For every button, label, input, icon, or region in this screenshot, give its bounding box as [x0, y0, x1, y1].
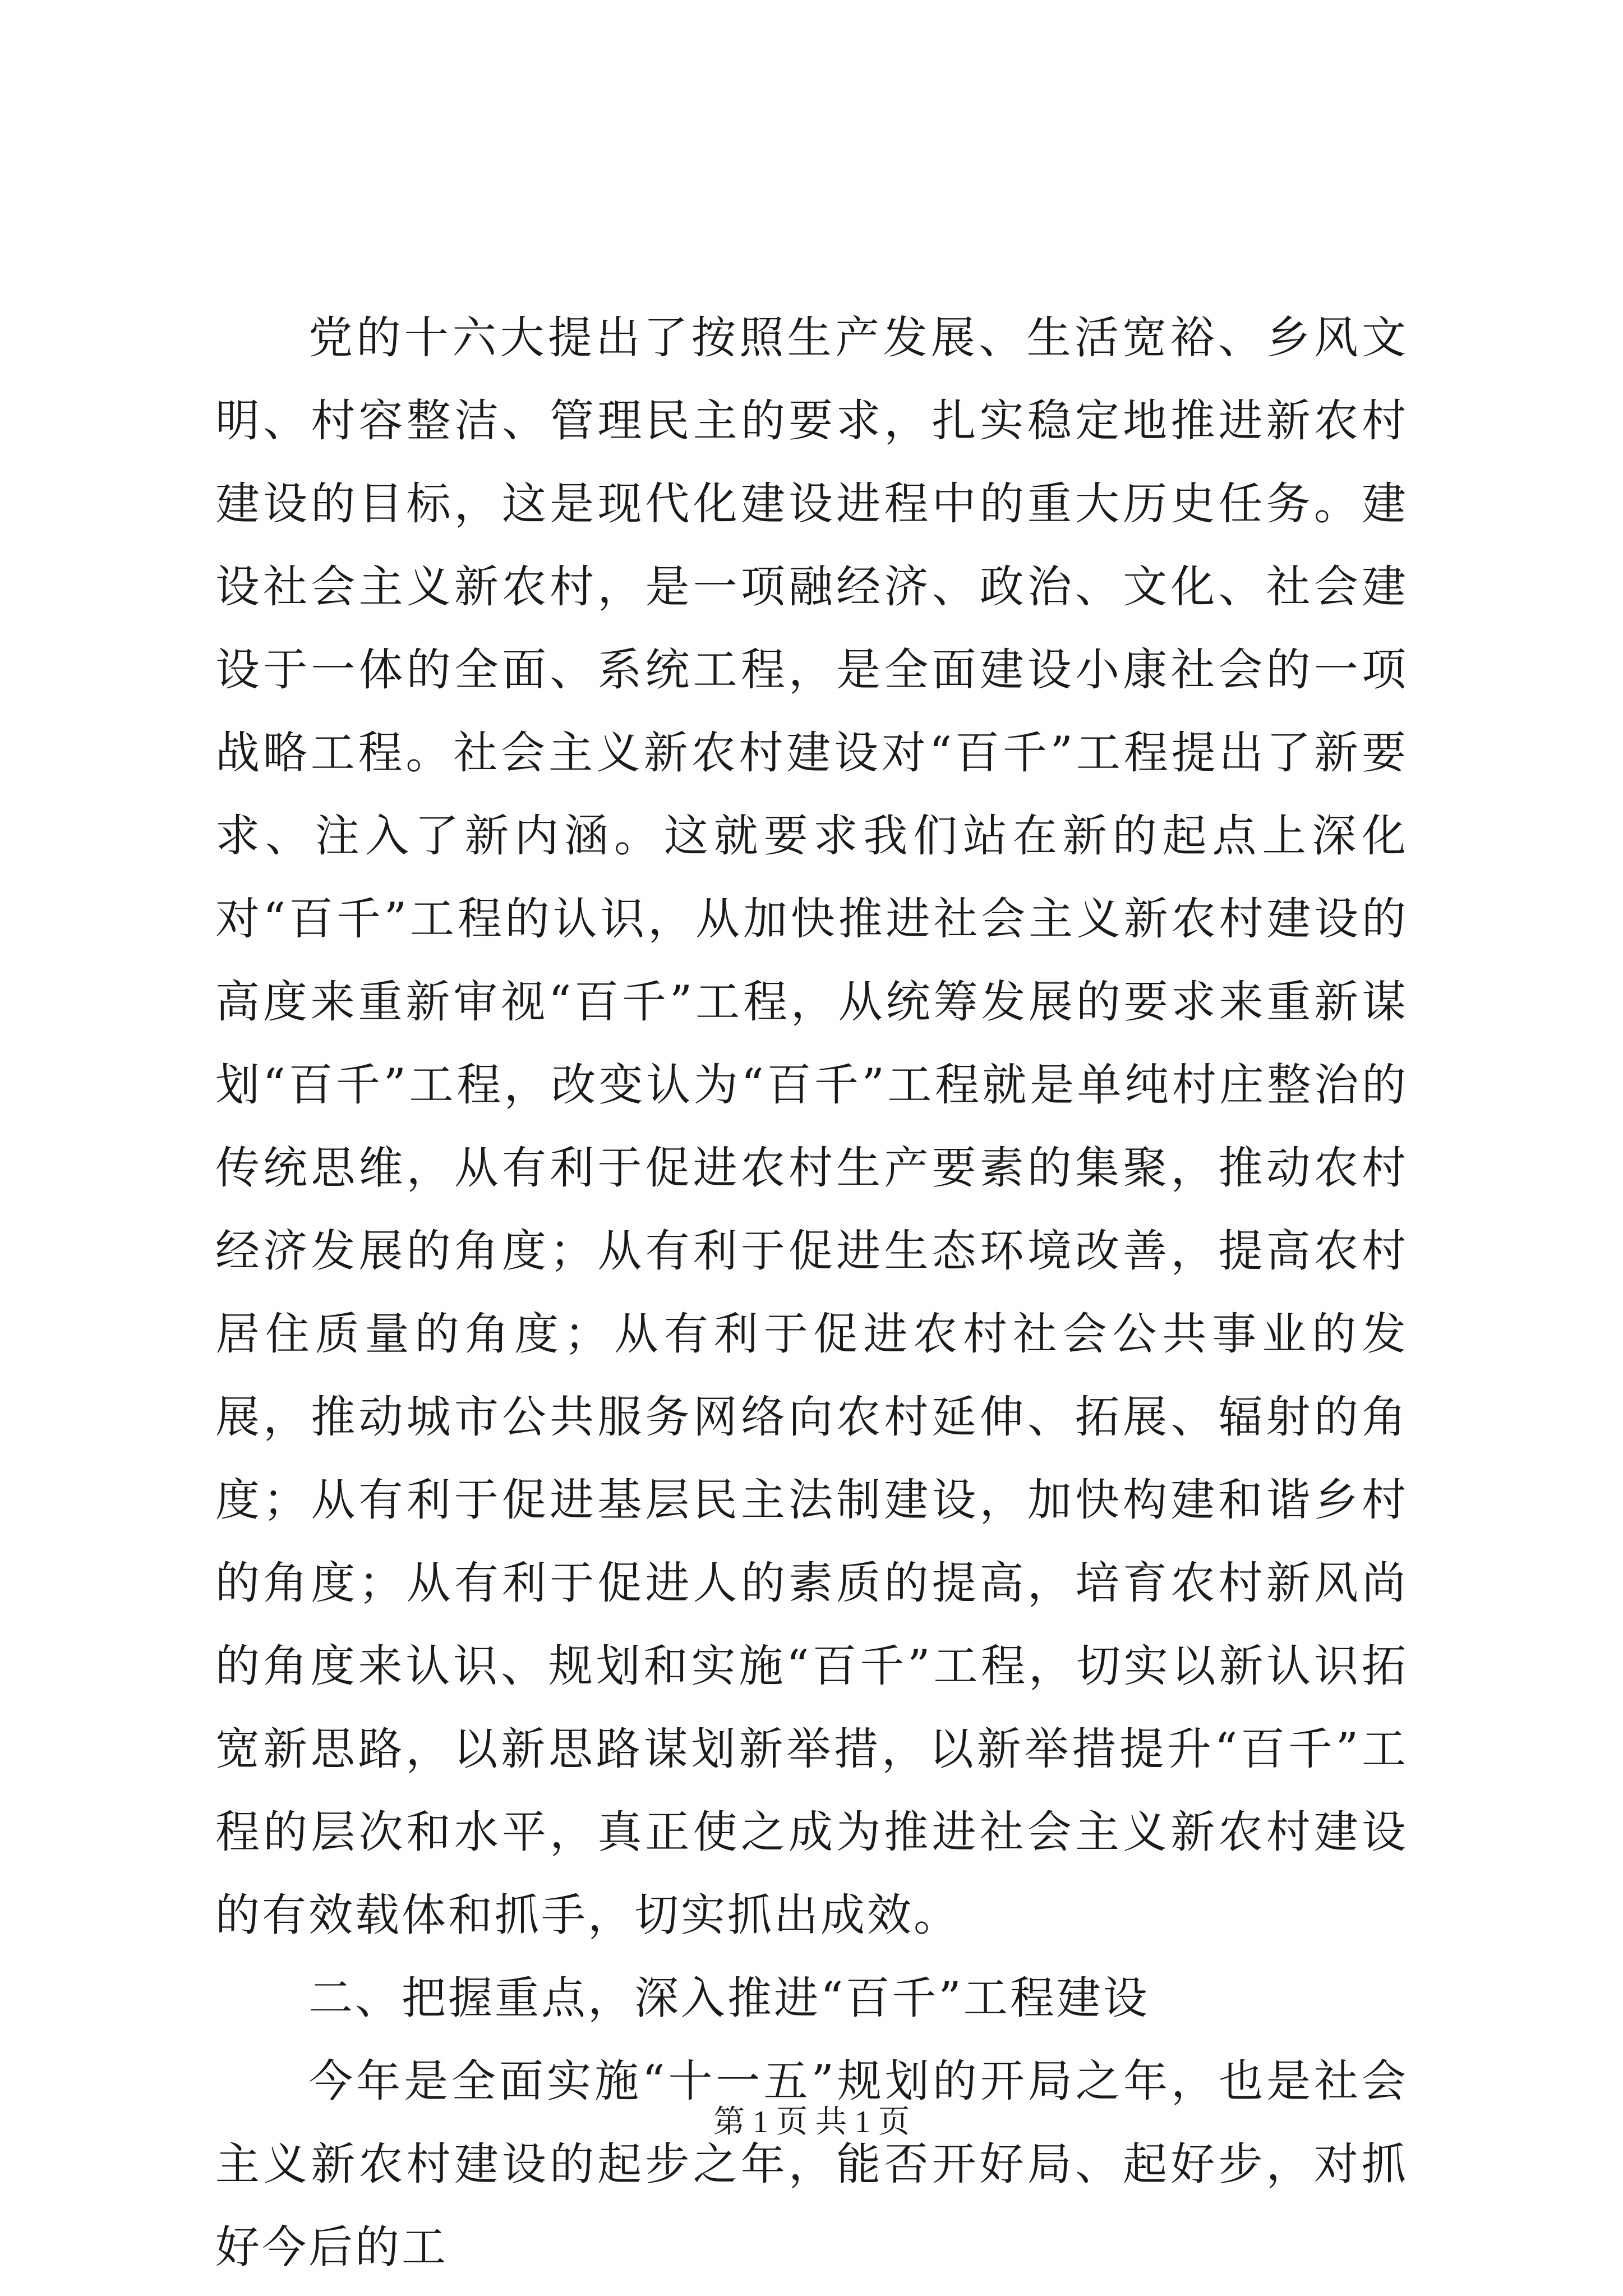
document-body: [215, 296, 1408, 2289]
paragraph-2: 今年是全面实施“十一五”规划的开局之年，也是社会主义新农村建设的起步之年，能否开好局、起好步，对抓好今后的工: [215, 2055, 1408, 2273]
paragraph-1: 党的十六大提出了按照生产发展、生活宽裕、乡风文明、村容整洁、管理民主的要求，扎实稳定地推进新农村建设的目标，这是现代化建设进程中的重大历史任务。建设社会主义新农村，是一项融经济、政治、文化、社会建设于一体的全面、系统工程，是全面建设小康社会的一项战略工程。社会主义新农村建设对“百千”工程提出了新要求、注入了新内涵。这就要求我们站在新的起点上深化对“百千”工程的认识，从加快推进社会主义新农村建设的高度来重新审视“百千”工程，从统筹发展的要求来重新谋划“百千”工程，改变认为“百千”工程就是单纯村庄整治的传统思维，从有利于促进农村生产要素的集聚，推动农村经济发展的角度；从有利于促进生态环境改善，提高农村居住质量的角度；从有利于促进农村社会公共事业的发展，推动城市公共服务网络向农村延伸、拓展、辐射的角度；从有利于促进基层民主法制建设，加快构建和谐乡村的角度；从有利于促进人的素质的提高，培育农村新风尚的角度来认识、规划和实施“百千”工程，切实以新认识拓宽新思路，以新思路谋划新举措，以新举措提升“百千”工程的层次和水平，真正使之成为推进社会主义新农村建设的有效载体和抓手，切实抓出成效。: [215, 312, 1408, 1941]
section-heading: 二、把握重点，深入推进“百千”工程建设: [308, 1972, 1150, 2024]
page-number-footer: 第 1 页 共 1 页: [713, 2105, 910, 2139]
